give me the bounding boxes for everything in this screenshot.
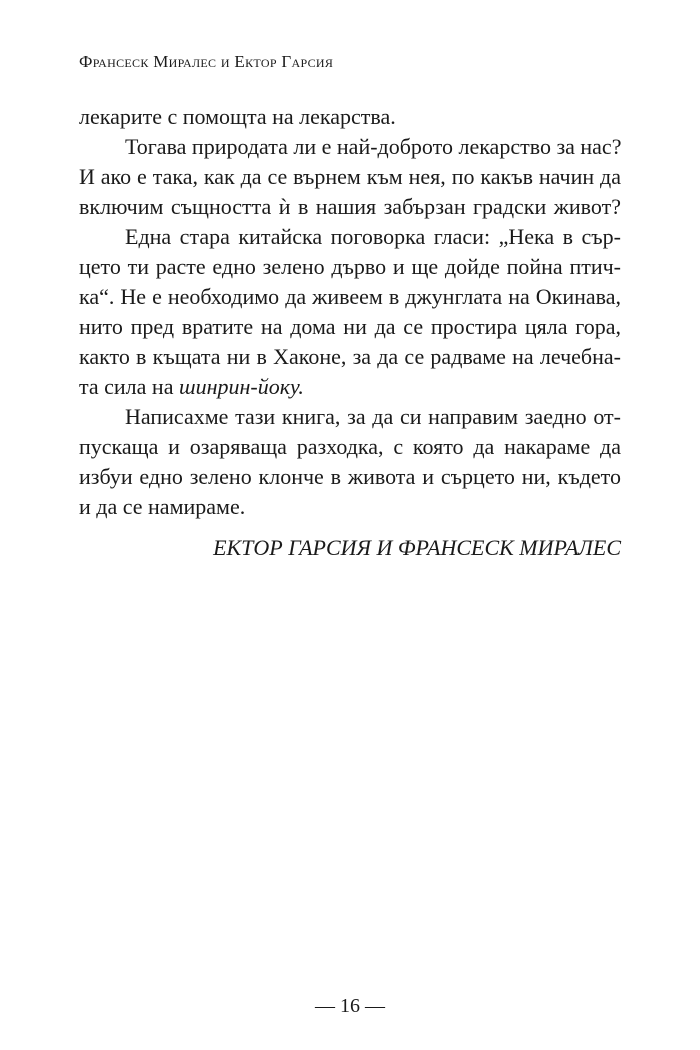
page-number: — 16 — <box>315 995 385 1017</box>
italic-term: шинрин-йоку. <box>178 374 304 399</box>
text-line: пускаща и озаряваща разходка, с която да накараме да <box>79 434 621 459</box>
text-line: Тогава природата ли е най-доброто лекарство за нас? <box>125 134 622 159</box>
running-head: Франсеск Миралес и Ектор Гарсия <box>79 52 334 71</box>
text-line: избуи едно зелено клонче в живота и сърцето ни, където <box>79 464 621 489</box>
text-line: И ако е така, как да се върнем към нея, по какъв начин да <box>79 164 621 189</box>
text-line: включим същността ѝ в нашия забързан градски живот? <box>79 194 621 219</box>
text-line: Една стара китайска поговорка гласи: „Нека в сър- <box>125 224 621 249</box>
body-text <box>79 102 621 522</box>
text-line: лекарите с помощта на лекарства. <box>79 104 396 129</box>
text-line: цето ти расте едно зелено дърво и ще дойде пойна птич- <box>79 254 621 279</box>
text-line: както в къщата ни в Хаконе, за да се радваме на лечебна- <box>79 344 621 369</box>
text-line-start: та сила на <box>79 374 179 399</box>
text-line: нито пред вратите на дома ни да се простира цяла гора, <box>79 314 621 339</box>
text-line: Написахме тази книга, за да си направим заедно от- <box>125 404 621 429</box>
text-line: ка“. Не е необходимо да живеем в джунглата на Окинава, <box>79 284 621 309</box>
text-line <box>79 372 621 402</box>
text-line: и да се намираме. <box>79 494 246 519</box>
author-signature: ЕКТОР ГАРСИЯ И ФРАНСЕСК МИРАЛЕС <box>213 535 621 560</box>
